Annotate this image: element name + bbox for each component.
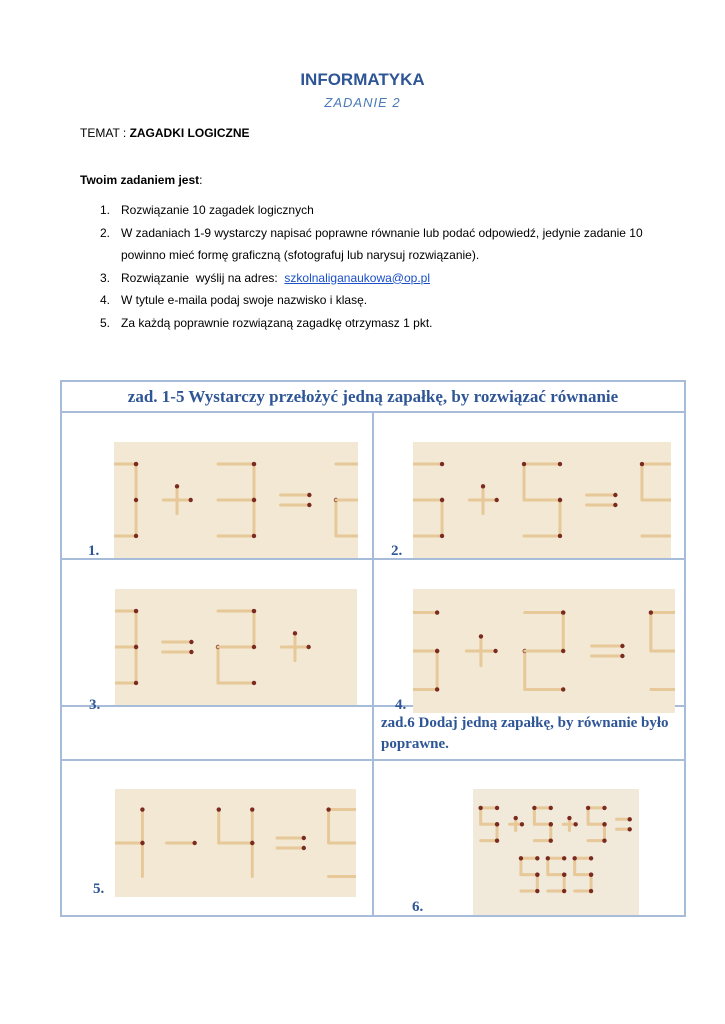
match-head: [481, 484, 485, 488]
match-head: [189, 640, 193, 644]
match-head: [495, 822, 499, 826]
match-head: [302, 836, 306, 840]
match-head: [252, 534, 256, 538]
match-head: [440, 534, 444, 538]
match-head: [561, 687, 565, 691]
match-head: [602, 822, 606, 826]
match-head: [440, 462, 444, 466]
match-head: [620, 654, 624, 658]
list-item-number: 5.: [100, 315, 111, 330]
puzzle-number-1: 1.: [88, 543, 100, 559]
list-item-text: [121, 267, 660, 290]
match-head: [134, 498, 138, 502]
puzzle-cell-3: [61, 559, 373, 713]
puzzle-cell-6: [373, 760, 685, 916]
match-head: [602, 838, 606, 842]
match-head: [252, 681, 256, 685]
match-head: [250, 807, 254, 811]
match-head: [440, 498, 444, 502]
match-head: [589, 872, 593, 876]
match-head: [549, 806, 553, 810]
puzzle-number-5: 5.: [93, 881, 105, 897]
list-item-text: Za każdą poprawnie rozwiązaną zagadkę otrzymasz 1 pkt.: [121, 315, 433, 330]
match-head: [435, 687, 439, 691]
match-head: [252, 645, 256, 649]
puzzle-photo-6: [473, 789, 639, 915]
match-head: [572, 856, 576, 860]
zad6-instruction: zad.6 Dodaj jedną zapałkę, by równanie było poprawne.: [381, 715, 669, 752]
match-head: [586, 806, 590, 810]
match-head: [192, 841, 196, 845]
match-head: [217, 807, 221, 811]
list-item: [100, 199, 660, 222]
match-head: [140, 841, 144, 845]
match-head: [134, 462, 138, 466]
match-head: [561, 610, 565, 614]
puzzle-photo-4: [413, 589, 675, 713]
match-head: [302, 846, 306, 850]
match-head: [532, 806, 536, 810]
match-head: [558, 462, 562, 466]
list-item-number: 3.: [100, 270, 111, 285]
puzzle-number-2: 2.: [391, 543, 403, 559]
match-head: [558, 534, 562, 538]
match-head: [613, 503, 617, 507]
match-head: [189, 650, 193, 654]
zad6-instruction-cell: [373, 706, 685, 760]
match-head: [306, 645, 310, 649]
match-head: [535, 856, 539, 860]
puzzle-photo-1: [114, 442, 358, 558]
match-head: [175, 484, 179, 488]
match-head: [188, 498, 192, 502]
match-head: [522, 462, 526, 466]
topic-label: TEMAT :: [80, 126, 130, 140]
list-item-text-prefix: Rozwiązanie wyślij na adres:: [121, 270, 285, 285]
instruction-list: [100, 199, 660, 334]
match-head: [250, 841, 254, 845]
empty-cell: [61, 706, 373, 760]
topic-line: [80, 126, 250, 140]
list-item: [100, 289, 660, 312]
match-head: [567, 816, 571, 820]
table-header: zad. 1-5 Wystarczy przełożyć jedną zapałkę, by rozwiązać równanie: [61, 381, 685, 412]
puzzle-photo-5: [115, 789, 356, 897]
list-item-text: W tytule e-maila podaj swoje nazwisko i klasę.: [121, 293, 368, 307]
document-title: INFORMATYKA: [300, 70, 425, 89]
match-head: [573, 822, 577, 826]
match-head: [546, 856, 550, 860]
puzzle-photo-2: [413, 442, 671, 558]
match-head: [252, 498, 256, 502]
puzzle-photo-3: [115, 589, 357, 705]
match-head: [495, 806, 499, 810]
list-item-text: Rozwiązanie 10 zagadek logicznych: [121, 203, 314, 217]
match-head: [549, 838, 553, 842]
puzzle-table: [60, 380, 686, 917]
match-head: [589, 889, 593, 893]
match-head: [495, 838, 499, 842]
match-head: [535, 889, 539, 893]
match-head: [549, 822, 553, 826]
list-item: [100, 222, 660, 267]
puzzle-number-4: 4.: [395, 697, 407, 713]
match-head: [435, 649, 439, 653]
match-head: [640, 462, 644, 466]
task-heading-bold: Twoim zadaniem jest: [80, 173, 200, 187]
list-item: [100, 312, 660, 335]
list-item-number: 4.: [100, 293, 111, 307]
match-head: [435, 610, 439, 614]
match-head: [134, 534, 138, 538]
task-heading: [80, 173, 202, 187]
task-heading-suffix: :: [199, 173, 203, 187]
match-head: [293, 631, 297, 635]
document-subtitle: ZADANIE 2: [324, 95, 401, 110]
match-head: [535, 872, 539, 876]
match-head: [493, 649, 497, 653]
match-head: [561, 649, 565, 653]
match-head: [620, 644, 624, 648]
email-link[interactable]: szkolnaliganaukowa@op.pl: [284, 270, 431, 285]
list-item-text: W zadaniach 1-9 wystarczy napisać poprawne równanie lub podać odpowiedź, jedynie zadanie 10 powinno mieć formę graficzną (sfotografuj lub narysuj rozwiązanie).: [121, 225, 643, 262]
match-head: [628, 817, 632, 821]
match-head: [479, 634, 483, 638]
puzzle-cell-1: [61, 412, 373, 559]
match-head: [326, 807, 330, 811]
puzzle-cell-4: [373, 559, 685, 713]
match-head: [134, 609, 138, 613]
puzzle-cell-2: [373, 412, 685, 559]
match-head: [520, 822, 524, 826]
match-head: [562, 872, 566, 876]
match-head: [514, 816, 518, 820]
match-head: [478, 806, 482, 810]
puzzle-number-6: 6.: [412, 899, 424, 915]
match-head: [252, 462, 256, 466]
match-head: [307, 503, 311, 507]
match-head: [628, 827, 632, 831]
match-head: [307, 493, 311, 497]
match-head: [140, 807, 144, 811]
puzzle-number-3: 3.: [89, 697, 101, 713]
match-head: [602, 806, 606, 810]
match-head: [613, 493, 617, 497]
match-head: [519, 856, 523, 860]
match-head: [562, 889, 566, 893]
match-head: [134, 645, 138, 649]
match-head: [252, 609, 256, 613]
match-head: [589, 856, 593, 860]
match-head: [134, 681, 138, 685]
list-item-number: 2.: [100, 225, 111, 240]
match-head: [494, 498, 498, 502]
match-head: [649, 610, 653, 614]
list-item-number: 1.: [100, 203, 111, 217]
match-head: [562, 856, 566, 860]
topic-value: ZAGADKI LOGICZNE: [129, 126, 250, 140]
list-item: [100, 267, 660, 290]
match-head: [558, 498, 562, 502]
puzzle-cell-5: [61, 760, 373, 916]
